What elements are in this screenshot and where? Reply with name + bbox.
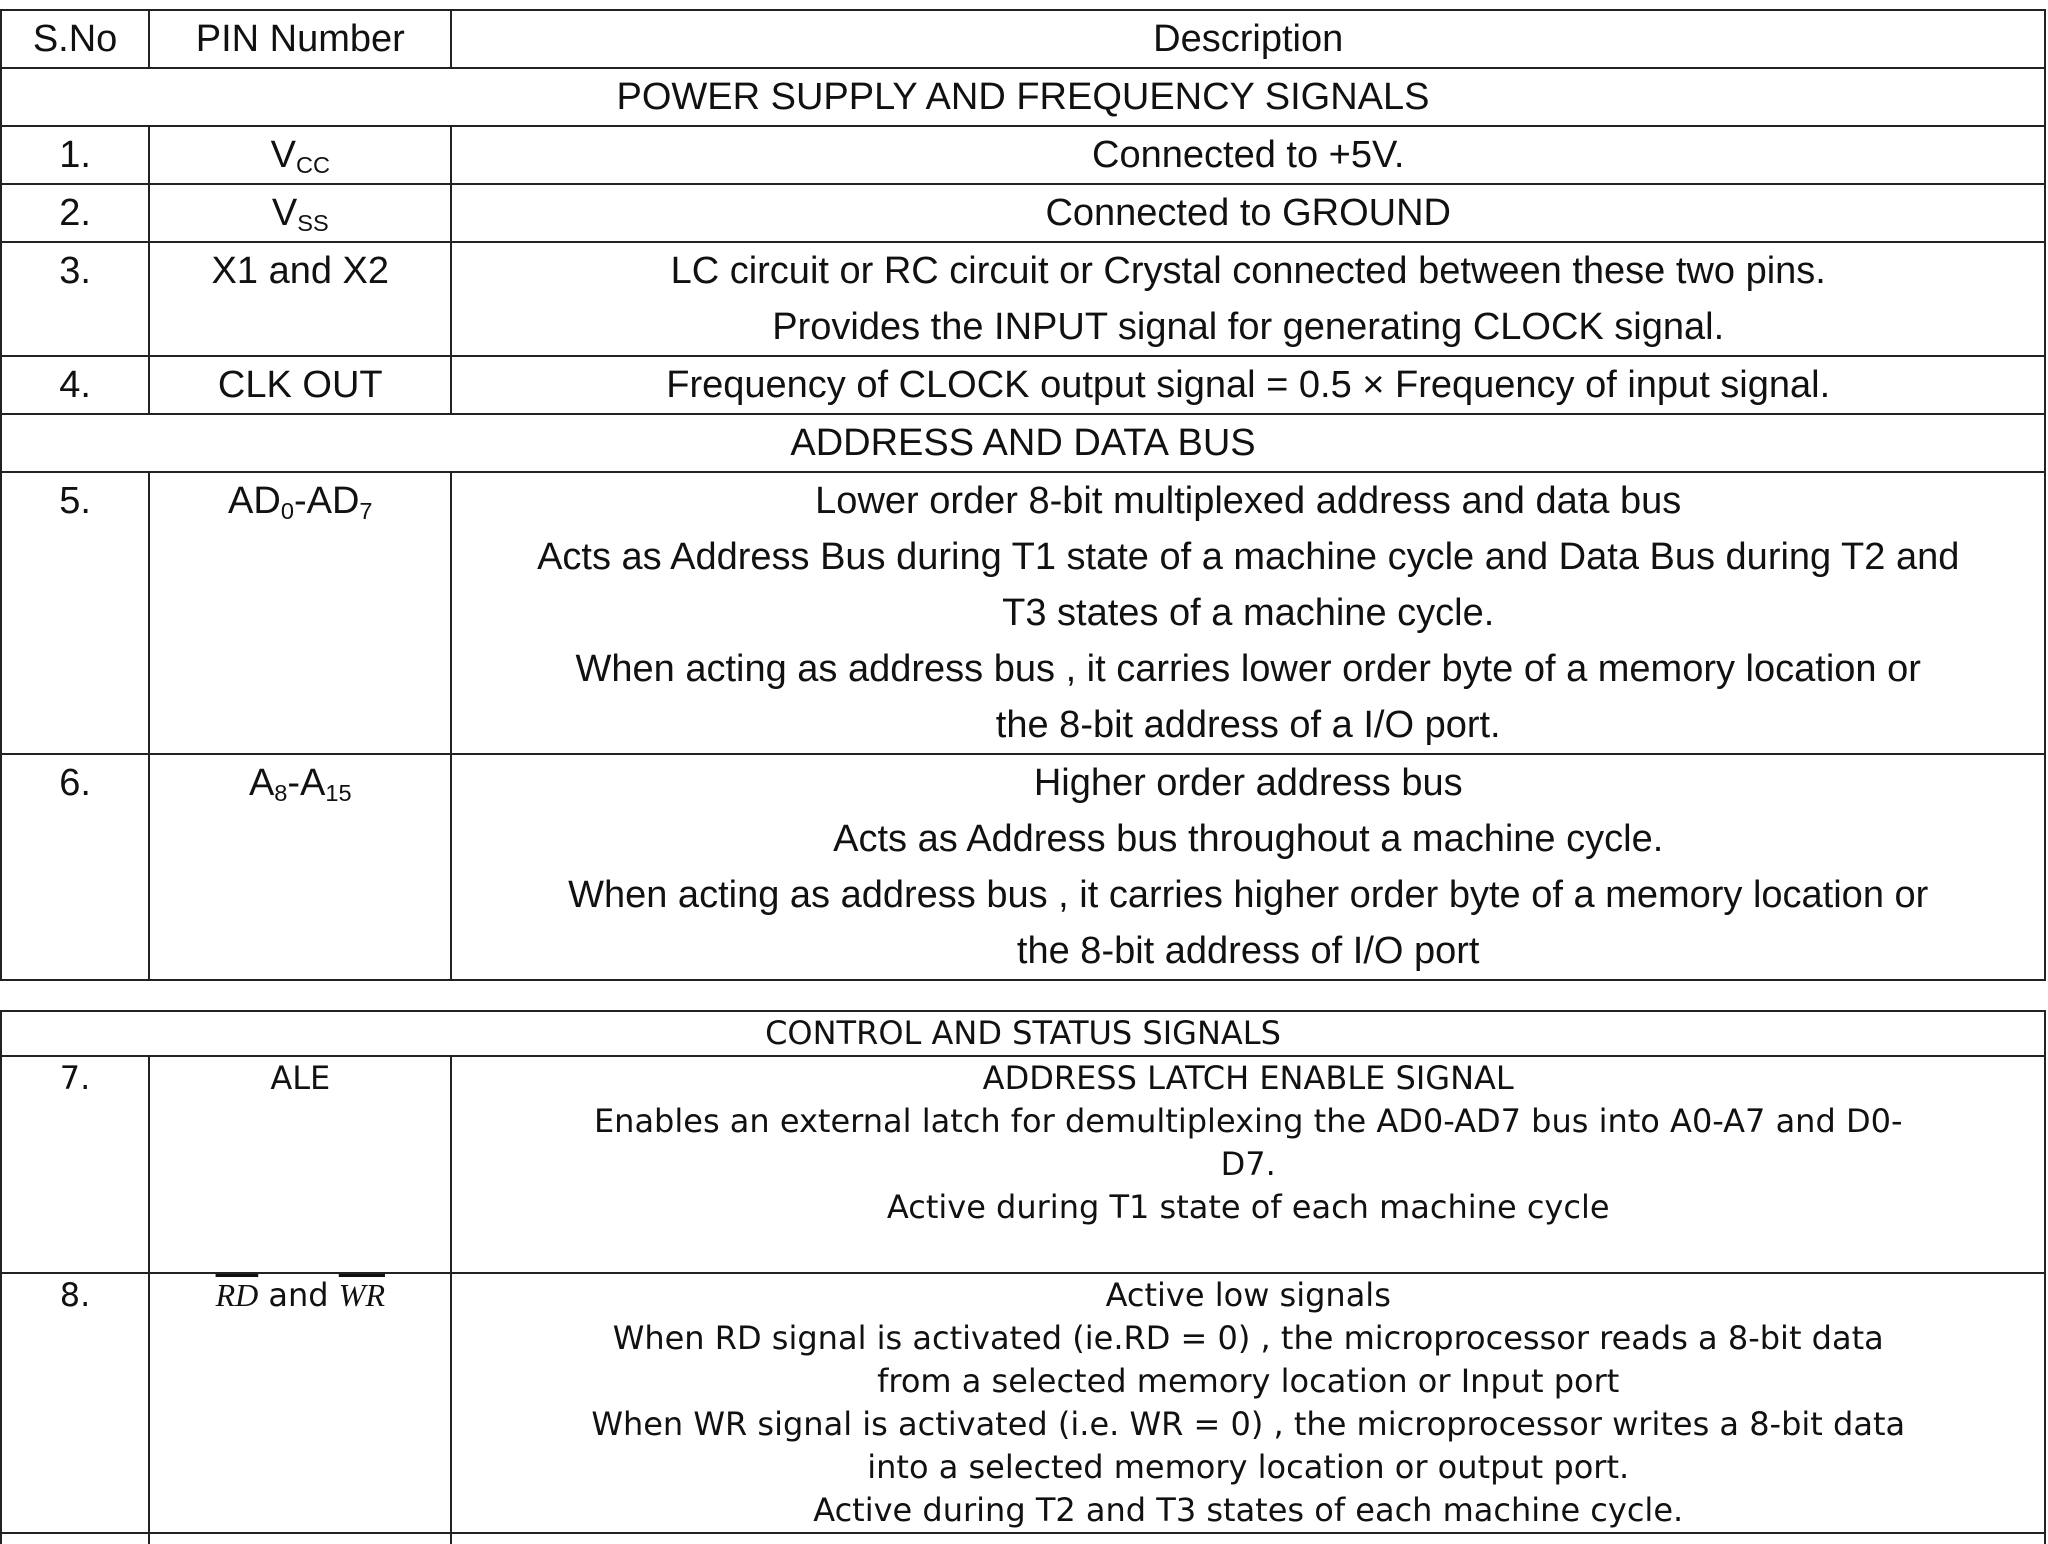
row-pin: CLK OUT bbox=[149, 356, 451, 414]
row-description bbox=[451, 754, 2045, 980]
row-sno: 4. bbox=[1, 356, 149, 414]
row-description bbox=[451, 1056, 2045, 1273]
pin-subscript: SS bbox=[297, 209, 329, 236]
pin-wr-bar: $\overline{WR}$ bbox=[338, 1277, 385, 1313]
pin-subscript: CC bbox=[295, 151, 330, 178]
row-description bbox=[451, 184, 2045, 242]
row-sno: 5. bbox=[1, 472, 149, 754]
section-control: CONTROL AND STATUS SIGNALS bbox=[1, 1011, 2045, 1056]
desc-line: Connected to +5V. bbox=[1092, 134, 1405, 176]
pin-subscript: 7 bbox=[359, 497, 373, 524]
desc-line: Acts as Address bus throughout a machine cycle. bbox=[833, 818, 1664, 860]
desc-line: the 8-bit address of I/O port bbox=[1016, 930, 1480, 972]
desc-line: When WR signal is activated (i.e. WR = 0) , the microprocessor writes a 8-bit data bbox=[591, 1405, 1906, 1443]
row-description bbox=[451, 356, 2045, 414]
desc-line: Active during T1 state of each machine cycle bbox=[886, 1188, 1610, 1226]
pin-text: and bbox=[258, 1276, 339, 1314]
header-pin: PIN Number bbox=[149, 10, 451, 68]
desc-line: Active low signals bbox=[1105, 1276, 1391, 1314]
pin-table-bottom bbox=[0, 1010, 2046, 1544]
row-pin: X1 and X2 bbox=[149, 242, 451, 356]
desc-line: from a selected memory location or Input port bbox=[877, 1362, 1620, 1400]
header-sno: S.No bbox=[1, 10, 149, 68]
desc-line: Higher order address bus bbox=[1033, 762, 1463, 804]
table-row bbox=[1, 126, 2045, 184]
desc-line: When RD signal is activated (ie.RD = 0) , the microprocessor reads a 8-bit data bbox=[612, 1319, 1884, 1357]
row-sno: 8. bbox=[1, 1273, 149, 1533]
table-row bbox=[1, 472, 2045, 754]
table-row bbox=[1, 1056, 2045, 1273]
row-sno: 1. bbox=[1, 126, 149, 184]
section-power: POWER SUPPLY AND FREQUENCY SIGNALS bbox=[1, 68, 2045, 126]
desc-line: Active during T2 and T3 states of each machine cycle. bbox=[813, 1491, 1684, 1529]
row-sno: 3. bbox=[1, 242, 149, 356]
pin-table-top bbox=[0, 9, 2046, 981]
row-description bbox=[451, 1273, 2045, 1533]
header-description: Description bbox=[451, 10, 2045, 68]
row-pin bbox=[149, 184, 451, 242]
desc-line: ADDRESS LATCH ENABLE SIGNAL bbox=[982, 1059, 1514, 1097]
pin-text: A bbox=[248, 762, 275, 804]
row-pin bbox=[149, 1273, 451, 1533]
desc-line: When acting as address bus , it carries lower order byte of a memory location or bbox=[575, 648, 1921, 690]
table-row bbox=[1, 184, 2045, 242]
table-row-cut bbox=[1, 1533, 2045, 1544]
desc-line: Connected to GROUND bbox=[1045, 192, 1451, 234]
desc-line: LC circuit or RC circuit or Crystal connected between these two pins. bbox=[670, 250, 1826, 292]
desc-line: When acting as address bus , it carries higher order byte of a memory location or bbox=[568, 874, 1929, 916]
pin-text: AD bbox=[228, 480, 281, 522]
row-description bbox=[451, 242, 2045, 356]
header-row bbox=[1, 10, 2045, 68]
table-row bbox=[1, 356, 2045, 414]
row-pin bbox=[149, 472, 451, 754]
pin-text: -A bbox=[287, 762, 326, 804]
row-pin bbox=[149, 754, 451, 980]
pin-subscript: 0 bbox=[280, 497, 294, 524]
desc-line: the 8-bit address of a I/O port. bbox=[995, 704, 1501, 746]
pin-text: V bbox=[271, 192, 298, 234]
pin-subscript: 15 bbox=[325, 779, 352, 806]
pin-text: V bbox=[270, 134, 296, 176]
section-bus: ADDRESS AND DATA BUS bbox=[1, 414, 2045, 472]
desc-line: D7. bbox=[1220, 1145, 1276, 1183]
pin-rd-bar: $\overline{RD}$ bbox=[215, 1277, 259, 1313]
row-pin: ALE bbox=[149, 1056, 451, 1273]
section-row bbox=[1, 1011, 2045, 1056]
table-row bbox=[1, 242, 2045, 356]
desc-line: Provides the INPUT signal for generating CLOCK signal. bbox=[772, 306, 1725, 348]
row-pin bbox=[149, 126, 451, 184]
desc-line: into a selected memory location or output port. bbox=[867, 1448, 1630, 1486]
table-row bbox=[1, 1273, 2045, 1533]
desc-line: Enables an external latch for demultiplexing the AD0-AD7 bus into A0-A7 and D0- bbox=[593, 1102, 1903, 1140]
desc-line: Acts as Address Bus during T1 state of a machine cycle and Data Bus during T2 and bbox=[537, 536, 1960, 578]
row-sno: 6. bbox=[1, 754, 149, 980]
row-description bbox=[451, 472, 2045, 754]
section-row bbox=[1, 68, 2045, 126]
row-sno: 2. bbox=[1, 184, 149, 242]
pin-text: -AD bbox=[293, 480, 360, 522]
desc-line: Frequency of CLOCK output signal = 0.5 × Frequency of input signal. bbox=[666, 364, 1831, 406]
row-description bbox=[451, 126, 2045, 184]
pin-subscript: 8 bbox=[274, 779, 288, 806]
table-row bbox=[1, 754, 2045, 980]
row-sno: 7. bbox=[1, 1056, 149, 1273]
section-row bbox=[1, 414, 2045, 472]
desc-line: Lower order 8-bit multiplexed address and data bus bbox=[815, 480, 1682, 522]
desc-line: T3 states of a machine cycle. bbox=[1002, 592, 1495, 634]
